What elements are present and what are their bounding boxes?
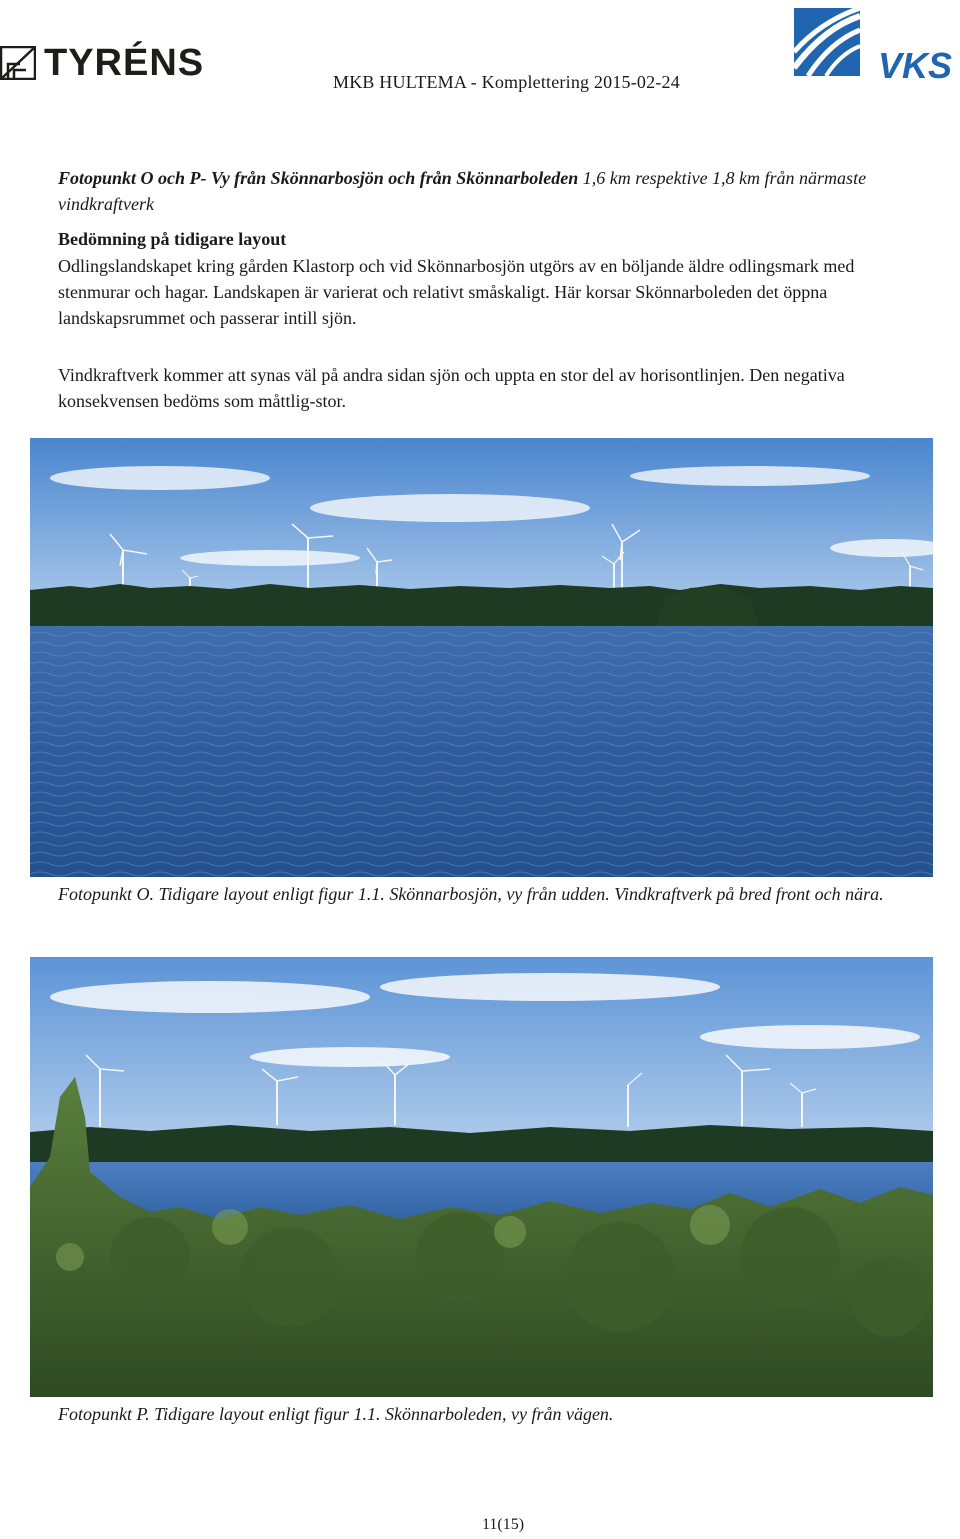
vks-logo	[794, 8, 954, 86]
document-header-title: MKB HULTEMA - Komplettering 2015-02-24	[333, 72, 680, 92]
figure-caption: Fotopunkt O. Tidigare layout enligt figur 1.1. Skönnarbosjön, vy från udden. Vindkraftverk på bred front och nära.	[58, 884, 884, 904]
figure-caption: Fotopunkt P. Tidigare layout enligt figur 1.1. Skönnarboleden, vy från vägen.	[58, 1404, 614, 1424]
vks-logo-text: VKS	[878, 45, 953, 86]
page-number: 11(15)	[481, 1516, 525, 1533]
assessment-heading: Bedömning på tidigare layout	[58, 229, 287, 249]
landscape-paragraph: Odlingslandskapet kring gården Klastorp och vid Skönnarbosjön utgörs av en böljande äldre odlingsmark med stenmurar och hagar. Landskapen är varierat och relativt småskaligt. Här korsar Skönnarboleden det öppna landskapsrummet och passerar intill sjön.	[58, 256, 855, 328]
tyrens-logo	[0, 42, 204, 84]
tyrens-logo-text: TYRÉNS	[44, 42, 205, 84]
tyrens-logo-icon	[0, 46, 36, 80]
section-title-distance: 1,6 km respektive 1,8 km från närmaste vindkraftverk	[58, 168, 867, 214]
section-title-bold: Fotopunkt O och P- Vy från Skönnarbosjön och från Skönnarboleden	[58, 168, 579, 188]
section-title	[58, 165, 918, 217]
consequence-paragraph: Vindkraftverk kommer att synas väl på andra sidan sjön och uppta en stor del av horisontlinjen. Den negativa konsekvensen bedöms som måttlig-stor.	[58, 365, 845, 411]
vks-logo-icon	[794, 8, 864, 78]
photo-viewpoint-o	[30, 438, 933, 877]
photo-viewpoint-p	[30, 957, 933, 1397]
